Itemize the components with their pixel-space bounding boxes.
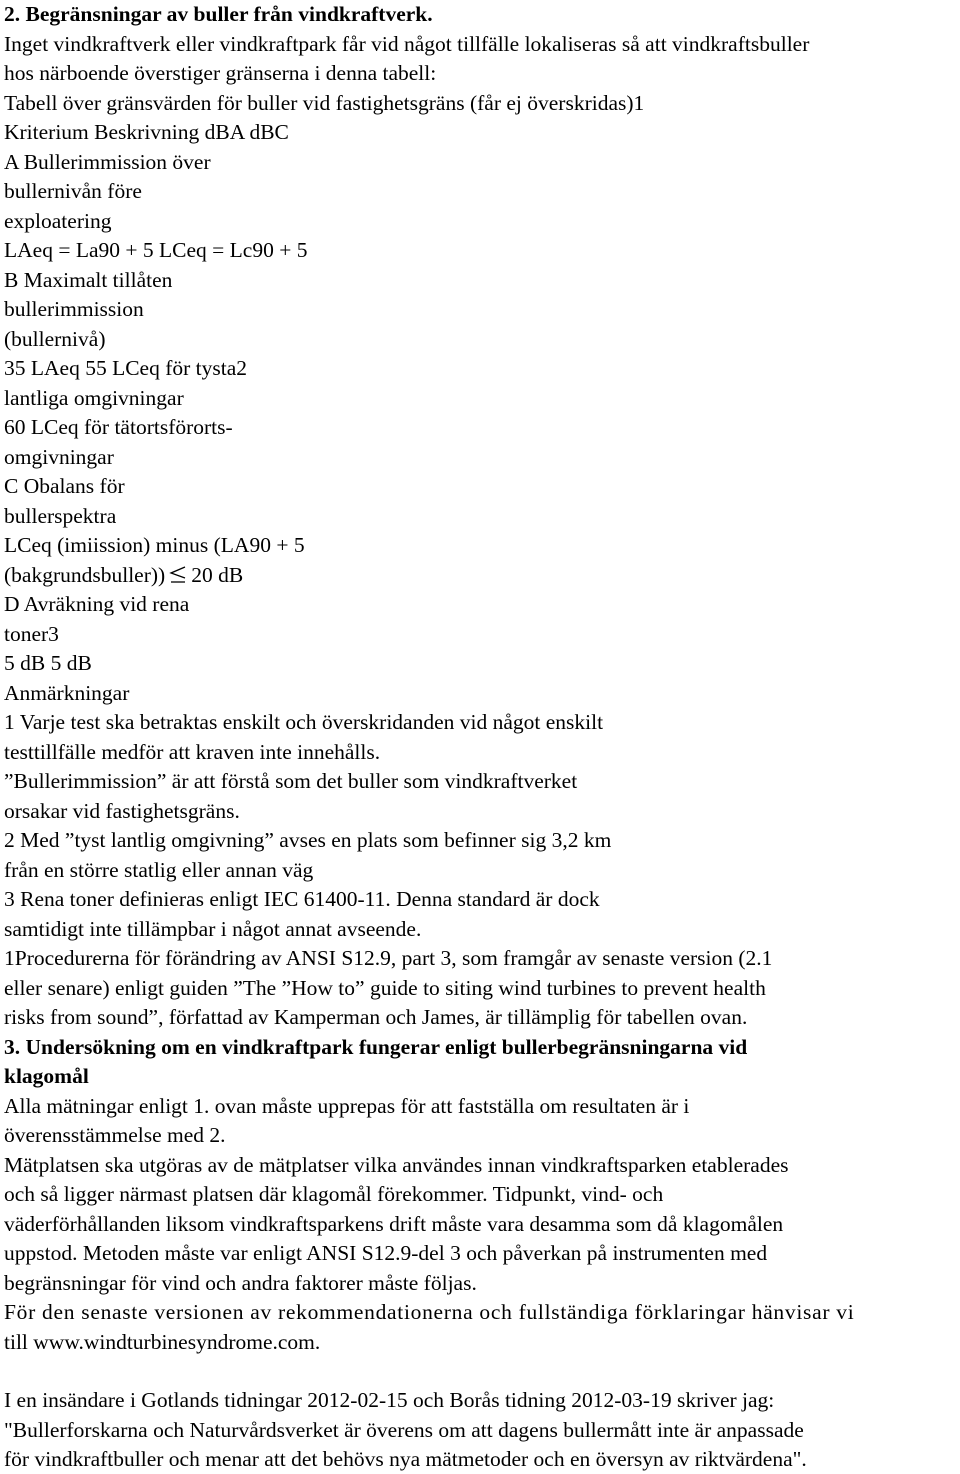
table-row-line: LCeq (imiission) minus (LA90 + 5 bbox=[4, 533, 305, 557]
table-row-line: LAeq = La90 + 5 LCeq = Lc90 + 5 bbox=[4, 238, 308, 262]
table-row-line: D Avräkning vid rena bbox=[4, 592, 190, 616]
table-row-line: B Maximalt tillåten bbox=[4, 268, 173, 292]
reference-line: För den senaste versionen av rekommendationerna och fullständiga förklaringar hänvisar vi bbox=[4, 1300, 855, 1324]
closing-line: I en insändare i Gotlands tidningar 2012-02-15 och Borås tidning 2012-03-19 skriver jag: bbox=[4, 1388, 775, 1412]
section-3-body-line: uppstod. Metoden måste var enligt ANSI S12.9-del 3 och påverkan på instrumenten med bbox=[4, 1241, 768, 1265]
section-3-body-line: och så ligger närmast platsen där klagomål förekommer. Tidpunkt, vind- och bbox=[4, 1182, 664, 1206]
note-line: samtidigt inte tillämpbar i något annat avseende. bbox=[4, 917, 422, 941]
closing-line: för vindkraftbuller och menar att det behövs nya mätmetoder och en översyn av riktvärdena". bbox=[4, 1447, 807, 1471]
table-row-line: lantliga omgivningar bbox=[4, 386, 184, 410]
section-3-heading-cont: klagomål bbox=[4, 1064, 89, 1088]
table-caption: Tabell över gränsvärden för buller vid fastighetsgräns (får ej överskridas)1 bbox=[4, 91, 645, 115]
closing-line: "Bullerforskarna och Naturvårdsverket är överens om att dagens bullermått inte är anpassade bbox=[4, 1418, 804, 1442]
note-line: orsakar vid fastighetsgräns. bbox=[4, 799, 240, 823]
table-row-line: A Bullerimmission över bbox=[4, 150, 211, 174]
bakgrund-value: 20 dB bbox=[191, 563, 244, 587]
table-row-line: omgivningar bbox=[4, 445, 114, 469]
note-line: 3 Rena toner definieras enligt IEC 61400-11. Denna standard är dock bbox=[4, 887, 600, 911]
note-line: testtillfälle medför att kraven inte innehålls. bbox=[4, 740, 381, 764]
table-row-bakgrund bbox=[4, 561, 243, 590]
table-row-line: 35 LAeq 55 LCeq för tysta2 bbox=[4, 356, 248, 380]
section-3-body-line: begränsningar för vind och andra faktorer måste följas. bbox=[4, 1271, 477, 1295]
notes-heading: Anmärkningar bbox=[4, 681, 130, 705]
section-3-body-line: överensstämmelse med 2. bbox=[4, 1123, 226, 1147]
section-3-heading: 3. Undersökning om en vindkraftpark fungerar enligt bullerbegränsningarna vid bbox=[4, 1035, 748, 1059]
section-3-body-line: Alla mätningar enligt 1. ovan måste upprepas för att fastställa om resultaten är i bbox=[4, 1094, 690, 1118]
section-3-body-line: väderförhållanden liksom vindkraftsparkens drift måste vara desamma som då klagomålen bbox=[4, 1212, 784, 1236]
procedure-line: risks from sound”, författad av Kamperman och James, är tillämplig för tabellen ovan. bbox=[4, 1005, 748, 1029]
reference-url-line: till www.windturbinesyndrome.com. bbox=[4, 1330, 321, 1354]
intro-line-2: hos närboende överstiger gränserna i denna tabell: bbox=[4, 61, 437, 85]
section-2-heading: 2. Begränsningar av buller från vindkraftverk. bbox=[4, 2, 433, 26]
table-row-line: C Obalans för bbox=[4, 474, 125, 498]
table-row-line: (bullernivå) bbox=[4, 327, 106, 351]
section-3-body-line: Mätplatsen ska utgöras av de mätplatser vilka användes innan vindkraftsparken etablerades bbox=[4, 1153, 789, 1177]
note-line: från en större statlig eller annan väg bbox=[4, 858, 314, 882]
note-line: 2 Med ”tyst lantlig omgivning” avses en plats som befinner sig 3,2 km bbox=[4, 828, 612, 852]
table-row-line: bullerspektra bbox=[4, 504, 117, 528]
table-row-line: bullerimmission bbox=[4, 297, 144, 321]
table-header: Kriterium Beskrivning dBA dBC bbox=[4, 120, 289, 144]
procedure-line: 1Procedurerna för förändring av ANSI S12.9, part 3, som framgår av senaste version (2.1 bbox=[4, 946, 773, 970]
table-row-line: bullernivån före bbox=[4, 179, 142, 203]
table-row-line: exploatering bbox=[4, 209, 112, 233]
table-row-line: toner3 bbox=[4, 622, 59, 646]
note-line: 1 Varje test ska betraktas enskilt och överskridanden vid något enskilt bbox=[4, 710, 604, 734]
bakgrund-label: (bakgrundsbuller)) bbox=[4, 563, 166, 587]
less-or-equal-icon bbox=[169, 565, 187, 583]
table-row-line: 60 LCeq för tätortsförorts- bbox=[4, 415, 233, 439]
note-line: ”Bullerimmission” är att förstå som det buller som vindkraftverket bbox=[4, 769, 578, 793]
intro-line-1: Inget vindkraftverk eller vindkraftpark får vid något tillfälle lokaliseras så att vindkraftsbuller bbox=[4, 32, 810, 56]
table-row-line: 5 dB 5 dB bbox=[4, 651, 92, 675]
procedure-line: eller senare) enligt guiden ”The ”How to” guide to siting wind turbines to prevent health bbox=[4, 976, 766, 1000]
